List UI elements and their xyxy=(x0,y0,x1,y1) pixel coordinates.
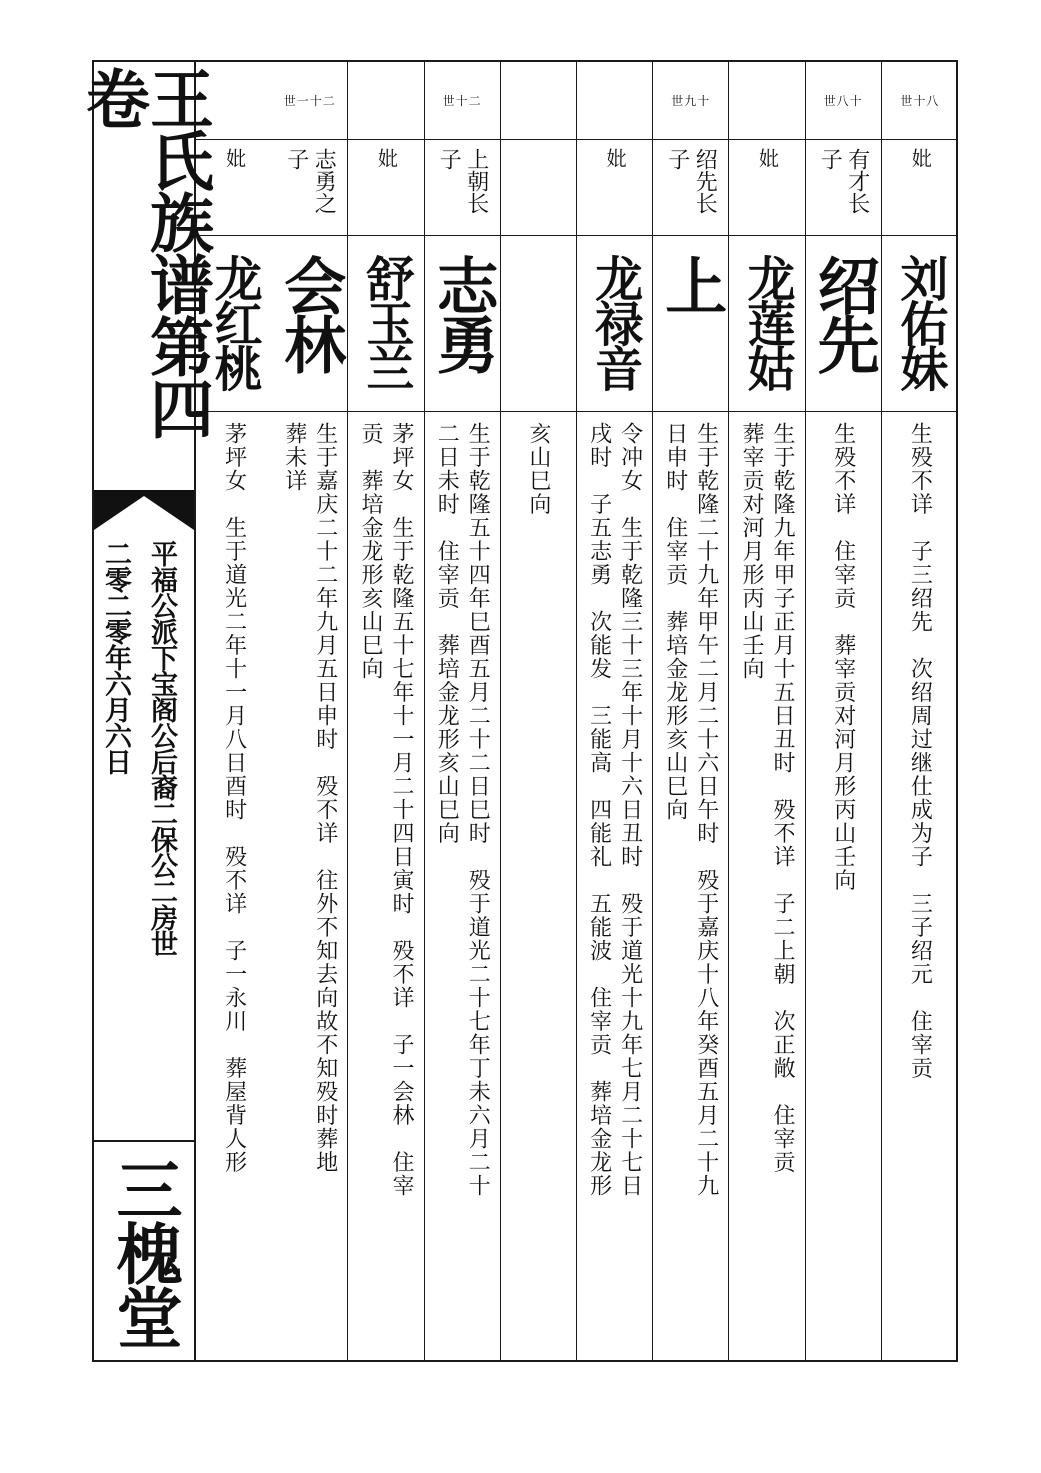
relation-text: 妣 xyxy=(908,147,933,168)
biography-cell xyxy=(272,412,347,1372)
biography-cell xyxy=(806,412,881,1372)
biography-text: 生于乾隆九年甲子正月十五日丑时 殁不详 子二上朝 次正敞 住宰贡 葬宰贡对河月形丙山壬向 xyxy=(738,422,795,1174)
person-name: 龙红桃 xyxy=(206,254,263,389)
generation-cell xyxy=(882,62,958,140)
record-column xyxy=(577,62,653,1360)
biography-text: 生于乾隆五十四年巳酉五月二十二日巳时 殁于道光二十七年丁未六月二十 二日未时 住宰贡 葬培金龙形亥山巳向 xyxy=(434,422,491,1198)
person-name: 龙莲姑 xyxy=(738,254,795,389)
biography-cell xyxy=(653,412,728,1372)
hall-divider xyxy=(94,1140,194,1142)
biography-cell xyxy=(729,412,804,1372)
relation-cell xyxy=(806,140,881,236)
generation-label: 世十八 xyxy=(900,94,940,108)
hall-name-text: 三槐堂 xyxy=(105,1156,183,1348)
biography-text: 生于乾隆二十九年甲午二月二十六日午时 殁于嘉庆十八年癸酉五月二十九 日申时 住宰贡 葬培金龙形亥山巳向 xyxy=(662,422,719,1198)
name-cell xyxy=(425,236,500,412)
generation-cell xyxy=(806,62,881,140)
compile-date: 二零二零年六月六日 xyxy=(100,540,131,774)
name-cell xyxy=(348,236,423,412)
biography-text: 生于嘉庆二十二年九月五日申时 殁不详 往外不知去向故不知殁时葬地 葬未详 xyxy=(281,422,338,1174)
generation-cell xyxy=(577,62,652,140)
generation-cell xyxy=(272,62,347,140)
relation-cell xyxy=(577,140,652,236)
biography-text: 生殁不详 子三绍先 次绍周过继仕成为子 三子绍元 住宰贡 xyxy=(907,422,933,1080)
genealogy-page xyxy=(75,60,958,1362)
name-cell xyxy=(806,236,881,412)
record-column xyxy=(272,62,348,1360)
person-name: 刘佑妹 xyxy=(891,254,948,389)
record-column xyxy=(882,62,958,1360)
biography-cell xyxy=(348,412,423,1372)
relation-cell xyxy=(501,140,576,236)
book-title xyxy=(75,62,214,490)
generation-cell xyxy=(348,62,423,140)
relation-cell xyxy=(348,140,423,236)
relation-cell xyxy=(882,140,958,236)
relation-cell xyxy=(729,140,804,236)
generation-label: 世十二 xyxy=(442,94,482,108)
biography-cell xyxy=(501,412,576,1372)
name-cell xyxy=(882,236,958,412)
record-column xyxy=(653,62,729,1360)
biography-text: 令冲女 生于乾隆三十三年十月十六日丑时 殁于道光十九年七月二十七日 戌时 子五志勇 次能发 三能高 四能礼 五能波 住宰贡 葬培金龙形 xyxy=(586,422,643,1198)
relation-cell xyxy=(653,140,728,236)
name-cell xyxy=(272,236,347,412)
biography-text: 生殁不详 住宰贡 葬宰贡对河月形丙山壬向 xyxy=(830,422,856,892)
name-cell xyxy=(501,236,576,412)
name-cell xyxy=(653,236,728,412)
person-name: 上 xyxy=(654,254,728,313)
relation-text: 有才长子 xyxy=(817,147,870,214)
biography-text: 茅坪女 生于乾隆五十七年十一月二十四日寅时 殁不详 子一会林 住宰 贡 葬培金龙形亥山巳向 xyxy=(357,422,414,1198)
generation-cell xyxy=(653,62,728,140)
relation-text: 上朝长子 xyxy=(436,147,489,214)
relation-cell xyxy=(272,140,347,236)
person-name: 龙禄音 xyxy=(586,254,643,389)
generation-cell xyxy=(501,62,576,140)
relation-cell xyxy=(425,140,500,236)
relation-text: 志勇之子 xyxy=(283,147,337,214)
record-column xyxy=(425,62,501,1360)
biography-cell xyxy=(882,412,958,1372)
biography-cell xyxy=(577,412,652,1372)
lineage-subtitle: 平福公派下宝阁公后裔二保公二房世 xyxy=(146,540,177,956)
relation-text: 妣 xyxy=(374,147,399,168)
relation-text: 妣 xyxy=(755,147,780,168)
record-column xyxy=(501,62,577,1360)
name-cell xyxy=(729,236,804,412)
generation-label: 世一十二 xyxy=(283,94,336,108)
book-title-text: 王氏族谱第四卷 xyxy=(75,66,214,438)
person-name: 会林 xyxy=(273,254,347,372)
record-column xyxy=(806,62,882,1360)
relation-text: 妣 xyxy=(222,147,247,168)
generation-label: 世八十 xyxy=(823,94,863,108)
biography-cell xyxy=(425,412,500,1372)
biography-cell xyxy=(196,412,272,1372)
record-column xyxy=(729,62,805,1360)
person-name: 舒玉兰 xyxy=(357,254,414,389)
biography-text: 茅坪女 生于道光二年十一月八日酉时 殁不详 子一永川 葬屋背人形 xyxy=(221,422,247,1174)
generation-cell xyxy=(425,62,500,140)
record-column xyxy=(348,62,424,1360)
title-band xyxy=(75,62,214,1360)
person-name: 绍先 xyxy=(807,254,881,372)
relation-text: 绍先长子 xyxy=(664,147,718,214)
relation-text: 妣 xyxy=(603,147,628,168)
generation-label: 世九十 xyxy=(671,94,711,108)
generation-cell xyxy=(729,62,804,140)
hall-name xyxy=(94,1144,194,1360)
name-cell xyxy=(577,236,652,412)
person-name: 志勇 xyxy=(426,254,500,372)
subtitle-block xyxy=(94,540,194,1140)
biography-text: 亥山巳向 xyxy=(525,422,551,516)
